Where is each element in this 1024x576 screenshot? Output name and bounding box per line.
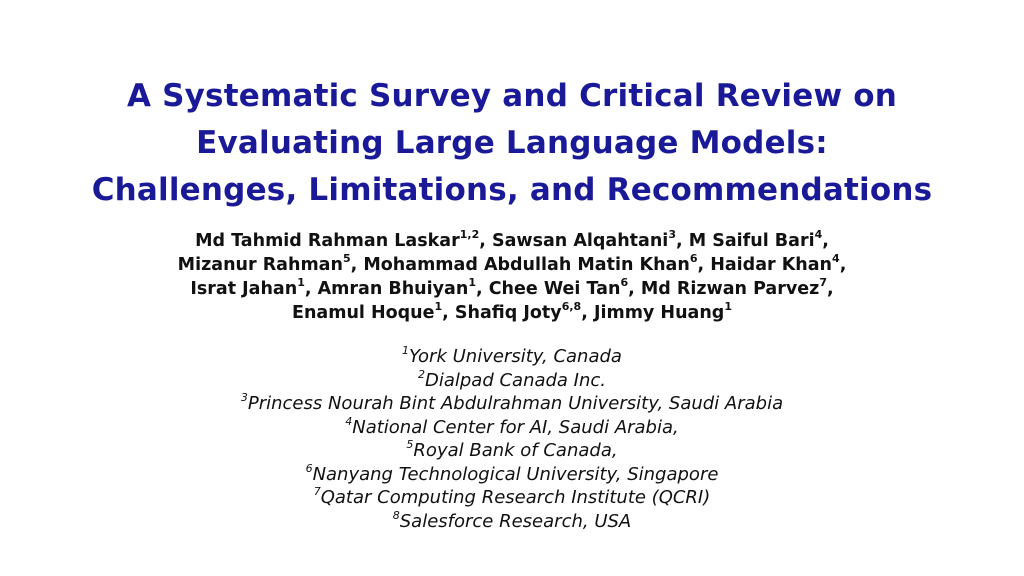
affiliation: $^7$Qatar Computing Research Institute (QCRI): [313, 485, 711, 508]
author-list: [0, 229, 1024, 325]
affiliation: $^8$Salesforce Research, USA: [392, 508, 632, 532]
author-line: [0, 277, 1024, 301]
affiliation: $^3$Princess Nourah Bint Abdulrahman University, Saudi Arabia: [240, 391, 784, 414]
affiliation: $^2$Dialpad Canada Inc.: [417, 367, 607, 391]
author: Enamul Hoque$^1$,: [291, 300, 455, 323]
title-line: Challenges, Limitations, and Recommendations: [91, 172, 933, 208]
affiliation: $^5$Royal Bank of Canada,: [406, 438, 618, 461]
title-line: Evaluating Large Language Models:: [196, 125, 828, 161]
author: Jimmy Huang$^1$: [593, 300, 732, 323]
author-line: [0, 301, 1024, 325]
author: Md Tahmid Rahman Laskar$^{1,2}$,: [195, 228, 492, 251]
title-line: A Systematic Survey and Critical Review on: [126, 78, 898, 114]
author: Israt Jahan$^1$,: [190, 276, 318, 299]
affiliation: $^6$Nanyang Technological University, Singapore: [305, 461, 719, 485]
author: Shafiq Joty$^{6,8}$,: [454, 300, 594, 323]
affiliation: $^1$York University, Canada: [402, 344, 622, 367]
author: Mohammad Abdullah Matin Khan$^6$,: [363, 252, 711, 275]
author: Haidar Khan$^4$,: [710, 252, 847, 275]
affiliation: $^4$National Center for AI, Saudi Arabia,: [345, 414, 679, 438]
author: Md Rizwan Parvez$^7$,: [640, 276, 834, 299]
author-line: [0, 253, 1024, 277]
author: Chee Wei Tan$^6$,: [488, 276, 641, 299]
author-line: [0, 229, 1024, 253]
affiliation-list: [0, 345, 1024, 533]
author: Amran Bhuiyan$^1$,: [317, 276, 489, 299]
author: Mizanur Rahman$^5$,: [177, 252, 364, 275]
paper-title: [0, 73, 1024, 214]
author: Sawsan Alqahtani$^3$,: [491, 228, 689, 251]
author: M Saiful Bari$^4$,: [688, 228, 829, 251]
